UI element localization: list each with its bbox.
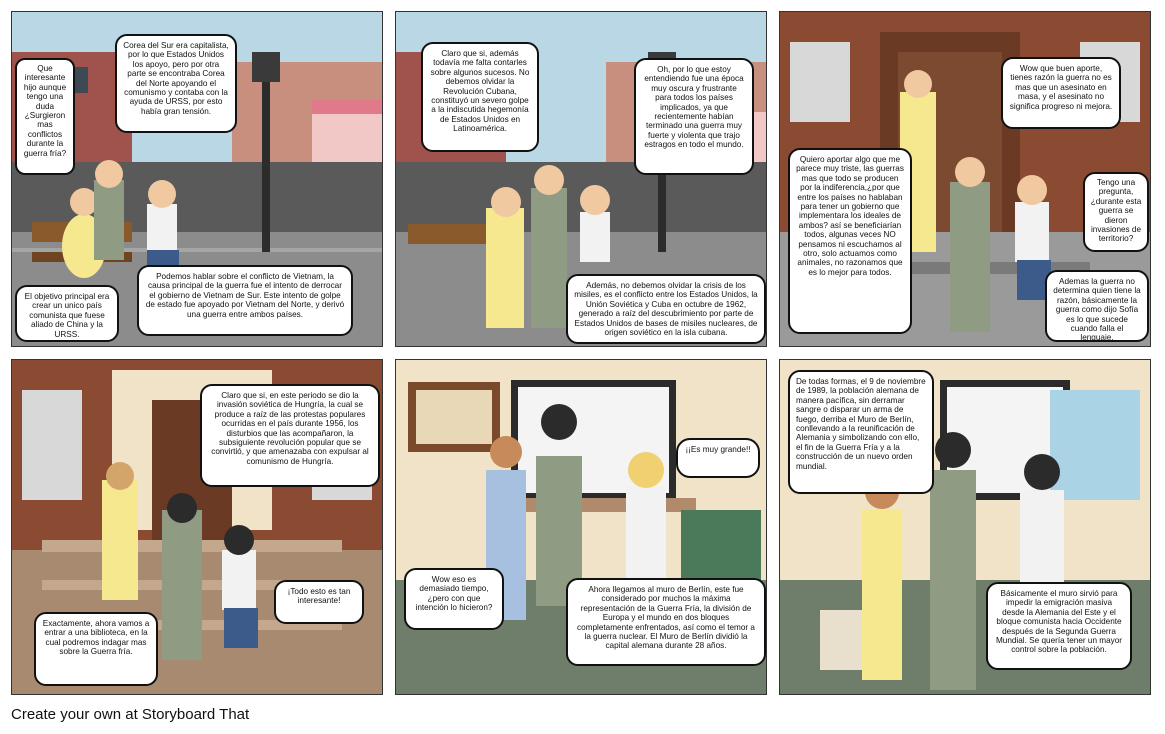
- speech-bubble: Además, no debemos olvidar la crisis de los misiles, es el conflicto entre los Estados Unidos, la Unión Soviética y Cuba en octubre de 1962, generado a raíz del descubrimiento por parte de Estados Unidos de bases de misiles nucleares, de origen soviético en la isla cubana.: [566, 274, 766, 344]
- speech-bubble: De todas formas, el 9 de noviembre de 1989, la población alemana de manera pacífica, sin derramar sangre o disparar un arma de fuego, derriba el Muro de Berlín, conllevando a la reunificación de Alemania y simbolizando con ello, el fin de la Guerra Fría y a la construcción de un nuevo orden mundial.: [788, 370, 934, 494]
- speech-bubble: Wow que buen aporte, tienes razón la guerra no es mas que un asesinato en masa, y el asesinato no significa progreso ni mejora.: [1001, 57, 1121, 129]
- speech-bubble: Claro que si, en este periodo se dio la invasión soviética de Hungría, la cual se produce a raíz de las protestas populares ocurridas en el país durante 1956, los disturbios que las acompañaron, la subsiguiente revolución popular que se convirtió, y que amenazaba con expulsar al comunismo de Hungría.: [200, 384, 380, 487]
- comic-panel-1: [11, 11, 383, 347]
- speech-bubble: Que interesante hijo aunque tengo una duda ¿Surgieron mas conflictos durante la guerra fría?: [15, 58, 75, 175]
- speech-bubble: El objetivo principal era crear un unico país comunista que fuese aliado de China y la URSS.: [15, 285, 119, 342]
- speech-bubble: Corea del Sur era capitalista, por lo que Estados Unidos los apoyo, pero por otra parte se encontraba Corea del Norte apoyando el comunismo y contaba con la ayuda de URSS, por esto había gran tensión.: [115, 34, 237, 133]
- speech-bubble: Wow eso es demasiado tiempo, ¿pero con que intención lo hicieron?: [404, 568, 504, 630]
- speech-bubble: Quiero aportar algo que me parece muy triste, las guerras mas que todo se producen por la indiferencia,¿por que entre los países no hablaban para tener un gobierno que implementara los ideales de ambos? así se beneficiarían todos, algunas veces NO pensamos ni escuchamos al otro, solo actuamos como animales, no razonamos que es lo mejor para todos.: [788, 148, 912, 334]
- speech-bubble: Oh, por lo que estoy entendiendo fue una época muy oscura y frustrante para todos los países implicados, ya que recientemente habían terminado una guerra muy fuerte y violenta que trajo estragos en todo el mundo.: [634, 58, 754, 175]
- speech-bubble: Básicamente el muro sirvió para impedir la emigración masiva desde la Alemania del Este y el bloque comunista hacia Occidente después de la Segunda Guerra Mundial. Se quería tener un mayor control sobre la población.: [986, 582, 1132, 670]
- speech-bubble: Exactamente, ahora vamos a entrar a una biblioteca, en la cual podremos indagar mas sobre la Guerra fría.: [34, 612, 158, 686]
- speech-bubble: Ahora llegamos al muro de Berlín, este fue considerado por muchos la máxima representación de la Guerra Fría, la división de Europa y el mundo en dos bloques completamente enfrentados, así como el temor a la guerra nuclear. El Muro de Berlín dividió la capital alemana durante 28 años.: [566, 578, 766, 666]
- comic-panel-5: [395, 359, 767, 695]
- speech-bubble: Ademas la guerra no determina quien tiene la razón, básicamente la guerra como dijo Sofía es lo que sucede cuando falla el lenguaje.: [1045, 270, 1149, 342]
- comic-panel-2: [395, 11, 767, 347]
- comic-panel-4: [11, 359, 383, 695]
- speech-bubble: Claro que si, además todavía me falta contarles sobre algunos sucesos. No debemos olvidar la Revolución Cubana, constituyó un severo golpe a la indiscutida hegemonía de Estados Unidos en Latinoamérica.: [421, 42, 539, 152]
- speech-bubble: ¡Todo esto es tan interesante!: [274, 580, 364, 624]
- speech-bubble: ¡¡Es muy grande!!: [676, 438, 760, 478]
- speech-bubble: Podemos hablar sobre el conflicto de Vietnam, la causa principal de la guerra fue el intento de derrocar el gobierno de Vietnam de Sur. Este intento de golpe de estado fue apoyado por Vietnam del Norte, y derivó una guerra entre ambos países.: [137, 265, 353, 336]
- storyboard-that-credit: Create your own at Storyboard That: [11, 706, 250, 723]
- comic-panel-3: [779, 11, 1151, 347]
- speech-bubble: Tengo una pregunta, ¿durante esta guerra se dieron invasiones de territorio?: [1083, 172, 1149, 252]
- comic-panel-6: [779, 359, 1151, 695]
